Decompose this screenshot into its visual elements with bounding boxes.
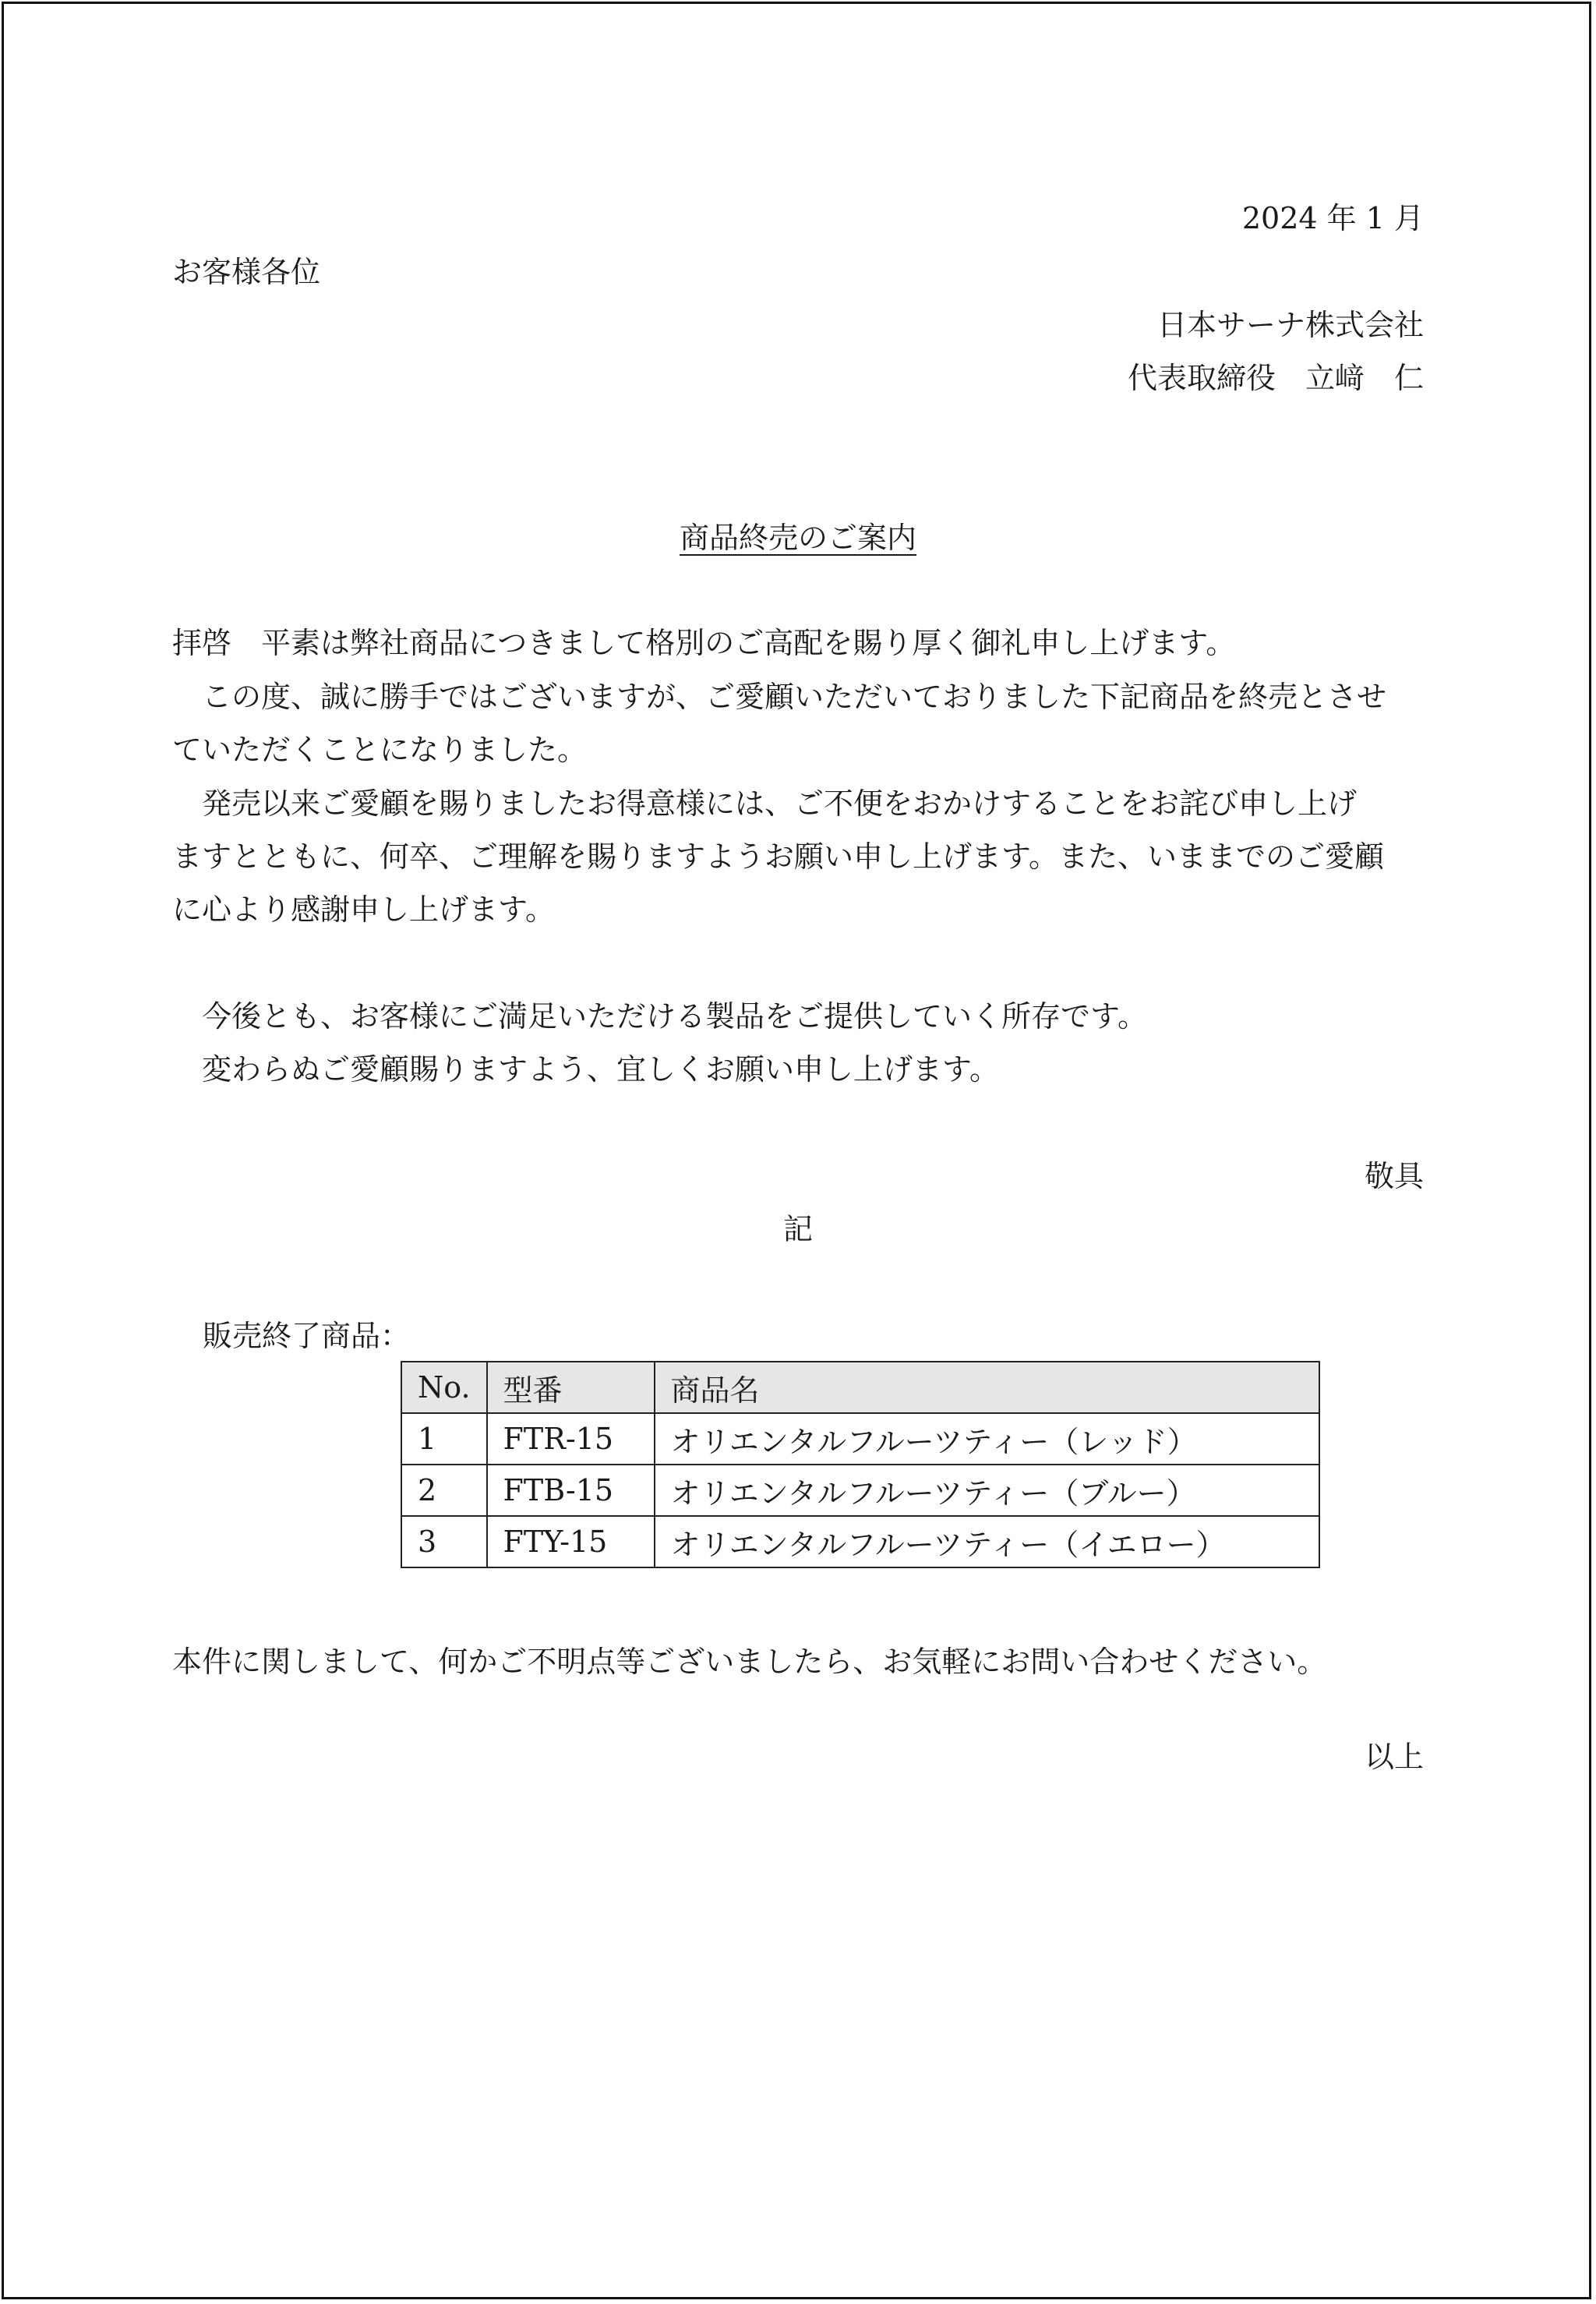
table-header-row (401, 1362, 1319, 1413)
body-line: ていただくことになりました。 (172, 733, 588, 767)
cell-model: FTY-15 (487, 1516, 655, 1567)
cell-product-name: オリエンタルフルーツティー（ブルー） (655, 1465, 1319, 1516)
header-product-name: 商品名 (655, 1362, 1319, 1413)
inquiry-text: 本件に関しまして、何かご不明点等ございましたら、お気軽にお問い合わせください。 (172, 1645, 1327, 1679)
cell-no: 2 (401, 1465, 487, 1516)
cell-model: FTB-15 (487, 1465, 655, 1516)
company-name: 日本サーナ株式会社 (1156, 308, 1424, 342)
closing-line: 今後とも、お客様にご満足いただける製品をご提供していく所存です。 (172, 999, 1147, 1034)
cell-product-name: オリエンタルフルーツティー（レッド） (655, 1413, 1319, 1465)
signatory: 代表取締役 立﨑 仁 (1127, 361, 1424, 395)
discontinued-label: 販売終了商品： (203, 1319, 411, 1353)
discontinued-products-table (401, 1361, 1320, 1568)
cell-product-name: オリエンタルフルーツティー（イエロー） (655, 1516, 1319, 1567)
header-model: 型番 (487, 1362, 655, 1413)
body-line: に心より感謝申し上げます。 (172, 892, 555, 927)
table-row (401, 1465, 1319, 1516)
header-no: No. (401, 1362, 487, 1413)
letter-date: 2024 年 1 月 (1241, 201, 1424, 235)
document-title-row (0, 511, 1596, 564)
cell-model: FTR-15 (487, 1413, 655, 1465)
table-row (401, 1413, 1319, 1465)
end-mark: 以上 (1364, 1740, 1424, 1774)
body-line: 発売以来ご愛顧を賜りましたお得意様には、ご不便をおかけすることをお詫び申し上げ (172, 786, 1358, 821)
cell-no: 3 (401, 1516, 487, 1567)
complimentary-close: 敬具 (1364, 1159, 1424, 1193)
document-title: 商品終売のご案内 (679, 521, 916, 555)
table-row (401, 1516, 1319, 1567)
body-line: この度、誠に勝手ではございますが、ご愛顧いただいておりました下記商品を終売とさせ (172, 680, 1387, 714)
record-heading: 記 (782, 1212, 813, 1246)
body-line: ますとともに、何卒、ご理解を賜りますようお願い申し上げます。また、いままでのご愛顧 (172, 839, 1384, 874)
recipient: お客様各位 (172, 255, 321, 289)
body-line: 拝啓 平素は弊社商品につきまして格別のご高配を賜り厚く御礼申し上げます。 (172, 626, 1236, 660)
closing-line: 変わらぬご愛顧賜りますよう、宜しくお願い申し上げます。 (172, 1052, 999, 1087)
cell-no: 1 (401, 1413, 487, 1465)
